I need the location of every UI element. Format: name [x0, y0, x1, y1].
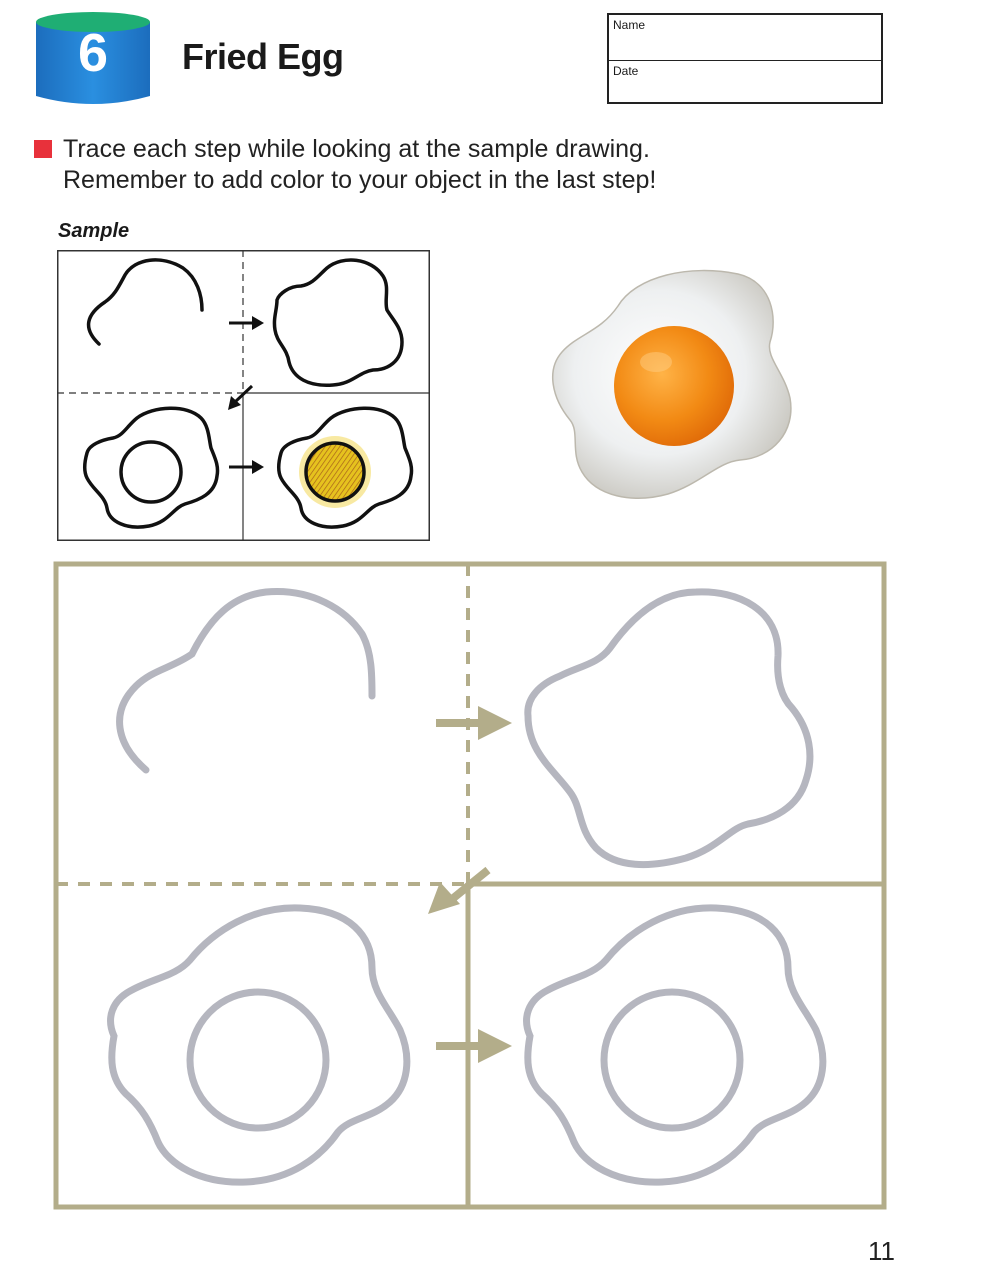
lesson-number: 6 — [77, 23, 109, 83]
fried-egg-illustration — [540, 262, 800, 502]
page-title: Fried Egg — [182, 36, 344, 77]
arrow-right-icon — [229, 316, 264, 330]
sample-step-3 — [85, 408, 218, 527]
trace-step-2[interactable] — [528, 592, 810, 865]
instruction-bullet — [34, 140, 52, 158]
tracing-area[interactable] — [50, 558, 890, 1213]
trace-step-3[interactable] — [111, 908, 407, 1182]
arrow-down-left-icon — [428, 870, 488, 914]
sample-label: Sample — [58, 220, 130, 242]
page-number: 11 — [868, 1236, 895, 1266]
instructions — [63, 134, 656, 196]
sample-step-1 — [89, 260, 202, 344]
arrow-down-left-icon — [228, 386, 252, 410]
arrow-right-icon — [436, 706, 512, 740]
sample-step-2 — [274, 260, 402, 385]
name-date-box — [607, 13, 883, 104]
date-field[interactable] — [609, 60, 881, 105]
arrow-right-icon — [436, 1029, 512, 1063]
date-label: Date — [613, 64, 639, 78]
name-field[interactable] — [609, 15, 881, 60]
arrow-right-icon — [229, 460, 264, 474]
trace-step-4[interactable] — [527, 908, 823, 1182]
instruction-line-1: Trace each step while looking at the sample drawing. — [63, 135, 650, 163]
trace-step-1[interactable] — [120, 592, 372, 770]
sample-step-4 — [279, 408, 412, 527]
instruction-line-2: Remember to add color to your object in the last step! — [63, 166, 657, 194]
name-label: Name — [613, 18, 646, 32]
sample-steps — [57, 250, 430, 541]
